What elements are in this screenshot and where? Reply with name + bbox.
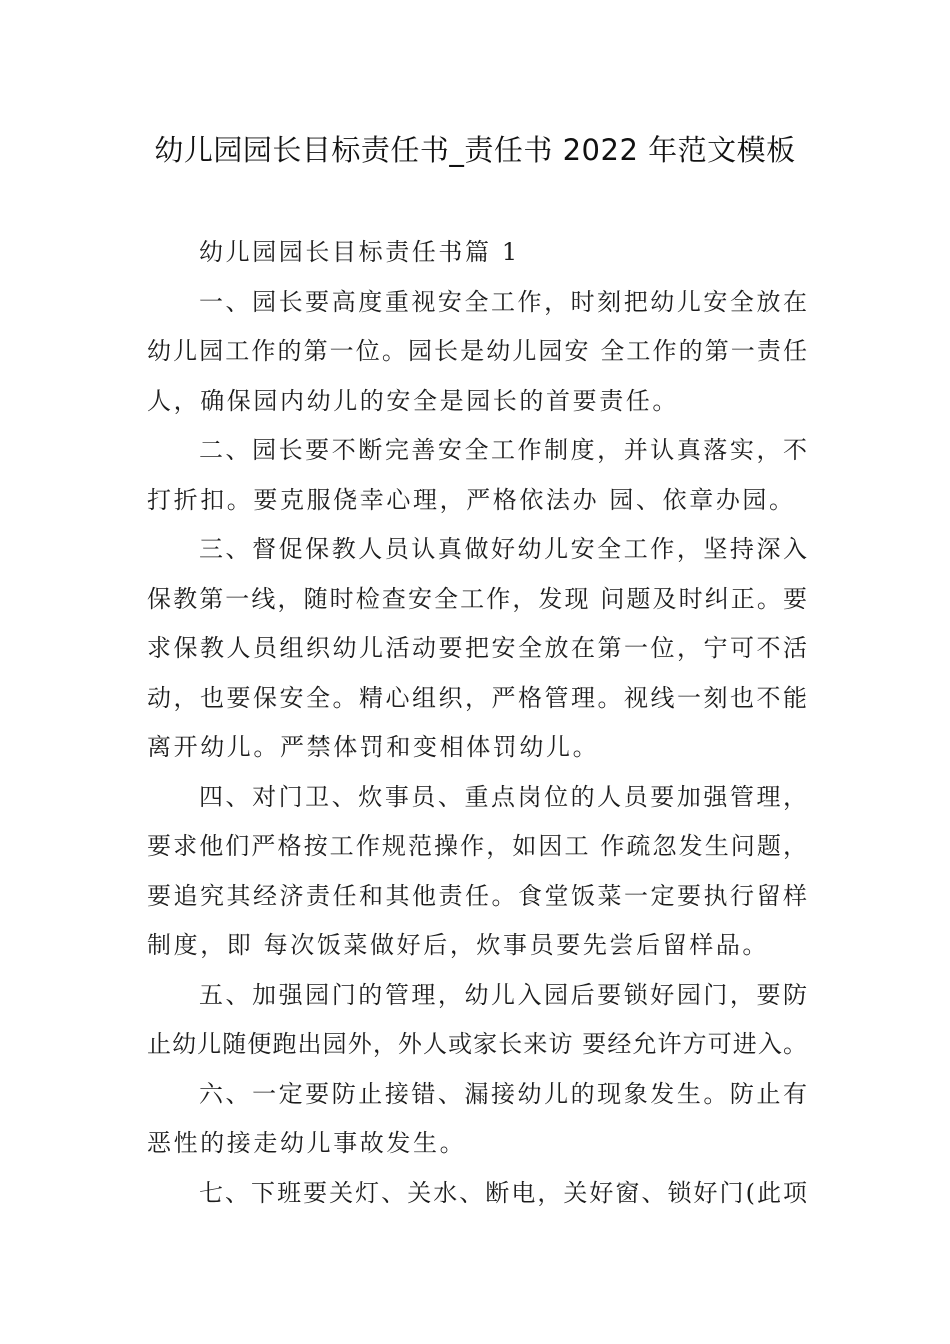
paragraph-2-line-2: 打折扣。要克服侥幸心理，严格依法办 园、依章办园。 — [147, 485, 796, 514]
paragraph-3-line-4: 动，也要保安全。精心组织，严格管理。视线一刻也不能 — [147, 683, 807, 712]
paragraph-6-line-1: 六、一定要防止接错、漏接幼儿的现象发生。防止有 — [199, 1079, 807, 1108]
paragraph-4-line-2: 要求他们严格按工作规范操作，如因工 作疏忽发生问题， — [147, 832, 807, 860]
paragraph-3-line-5: 离开幼儿。严禁体罚和变相体罚幼儿。 — [147, 733, 600, 761]
paragraph-5-line-1: 五、加强园门的管理，幼儿入园后要锁好园门，要防 — [199, 980, 807, 1009]
paragraph-4-line-3: 要追究其经济责任和其他责任。食堂饭菜一定要执行留样 — [147, 881, 807, 910]
paragraph-7-line-1: 七、下班要关灯、关水、断电，关好窗、锁好门(此项 — [199, 1178, 807, 1207]
paragraph-4-line-4: 制度，即 每次饭菜做好后，炊事员要先尝后留样品。 — [147, 931, 770, 959]
paragraph-2-line-1: 二、园长要不断完善安全工作制度，并认真落实，不 — [199, 436, 807, 464]
paragraph-1-line-3: 人，确保园内幼儿的安全是园长的首要责任。 — [147, 386, 679, 415]
document-title: 幼儿园园长目标责任书_责任书 2022 年范文模板 — [154, 133, 796, 167]
section-heading: 幼儿园园长目标责任书篇 1 — [199, 238, 520, 266]
paragraph-1-line-1: 一、园长要高度重视安全工作，时刻把幼儿安全放在 — [199, 287, 807, 316]
paragraph-4-line-1: 四、对门卫、炊事员、重点岗位的人员要加强管理， — [199, 782, 807, 811]
paragraph-3-line-3: 求保教人员组织幼儿活动要把安全放在第一位，宁可不活 — [147, 634, 807, 662]
document-body — [147, 228, 807, 1218]
paragraph-5-line-2: 止幼儿随便跑出园外，外人或家长来访 要经允许方可进入。 — [147, 1030, 807, 1058]
paragraph-3-line-1: 三、督促保教人员认真做好幼儿安全工作，坚持深入 — [199, 535, 807, 563]
paragraph-3-line-2: 保教第一线，随时检查安全工作，发现 问题及时纠正。要 — [147, 584, 807, 613]
paragraph-1-line-2: 幼儿园工作的第一位。园长是幼儿园安 全工作的第一责任 — [147, 337, 807, 365]
paragraph-6-line-2: 恶性的接走幼儿事故发生。 — [147, 1129, 467, 1157]
